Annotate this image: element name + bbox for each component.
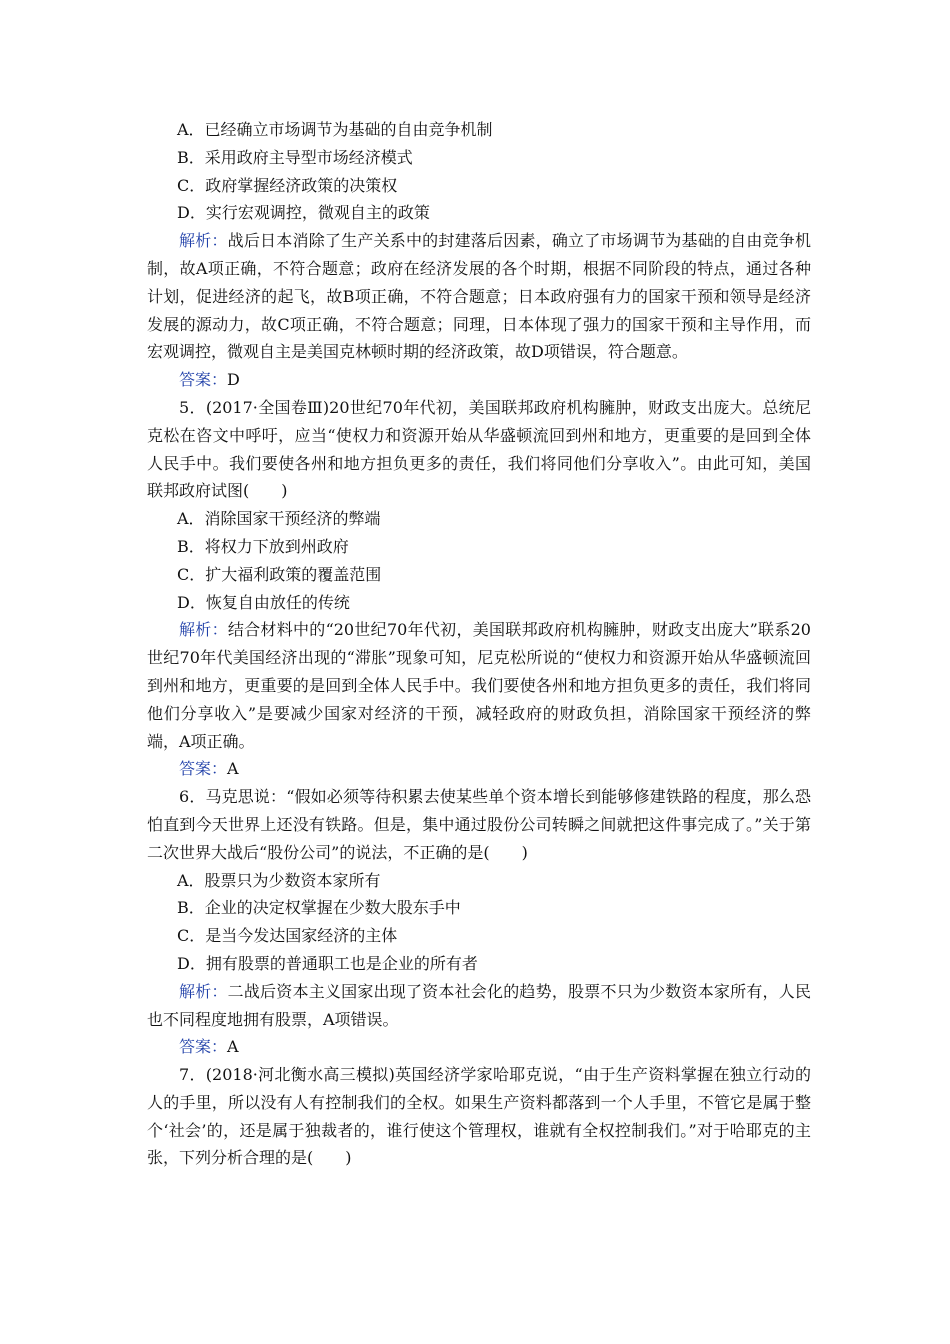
q5-option-b: B．将权力下放到州政府 <box>177 536 349 556</box>
q4-option-a: A．已经确立市场调节为基础的自由竞争机制 <box>177 120 493 139</box>
question-6 <box>147 783 811 1061</box>
q5-analysis-text: 结合材料中的“20世纪70年代初，美国联邦政府机构臃肿，财政支出庞大”联系20世纪70年代美国经济出现的“滞胀”现象可知，尼克松所说的“使权力和资源开始从华盛顿流回到州和地方，更重要的是回到全体人民手中。我们要使各州和地方担负更多的责任，我们将同他们分享收入”是要减少国家对经济的干预，减轻政府的财政负担，消除国家干预经济的弊端，A项正确。 <box>147 620 811 751</box>
q5-analysis-label: 解析： <box>179 620 228 640</box>
q6-analysis-label: 解析： <box>179 981 228 1001</box>
question-4 <box>147 116 811 394</box>
document-body <box>147 116 811 1172</box>
q5-stem: 5．(2017·全国卷Ⅲ)20世纪70年代初，美国联邦政府机构臃肿，财政支出庞大。总统尼克松在咨文中呼吁，应当“使权力和资源开始从华盛顿流回到州和地方，更重要的是回到全体人民手中。我们要使各州和地方担负更多的责任，我们将同他们分享收入”。由此可知，美国联邦政府试图( ) <box>147 397 811 501</box>
question-7 <box>147 1061 811 1172</box>
q6-option-b: B．企业的决定权掌握在少数大股东手中 <box>177 898 461 918</box>
q4-option-c: C．政府掌握经济政策的决策权 <box>177 175 398 195</box>
q4-answer <box>147 366 811 394</box>
q7-stem: 7．(2018·河北衡水高三模拟)英国经济学家哈耶克说，“由于生产资料掌握在独立行动的人的手里，所以没有人有控制我们的全权。如果生产资料都落到一个人手里，不管它是属于整个‘社会’的，还是属于独裁者的，谁行使这个管理权，谁就有全权控制我们。”对于哈耶克的主张，下列分析合理的是( ) <box>147 1065 811 1168</box>
q4-analysis-text: 战后日本消除了生产关系中的封建落后因素，确立了市场调节为基础的自由竞争机制，故A项正确，不符合题意；政府在经济发展的各个时期，根据不同阶段的特点，通过各种计划，促进经济的起飞，故B项正确，不符合题意；日本政府强有力的国家干预和领导是经济发展的源动力，故C项正确，不符合题意；同理，日本体现了强力的国家干预和主导作用，而宏观调控，微观自主是美国克林顿时期的经济政策，故D项错误，符合题意。 <box>147 231 811 362</box>
q6-stem: 6．马克思说：“假如必须等待积累去使某些单个资本增长到能够修建铁路的程度，那么恐怕直到今天世界上还没有铁路。但是，集中通过股份公司转瞬之间就把这件事完成了。”关于第二次世界大战后“股份公司”的说法，不正确的是( ) <box>147 787 811 862</box>
q4-analysis-label: 解析： <box>179 231 228 251</box>
question-5 <box>147 394 811 783</box>
q4-answer-value: D <box>227 370 240 390</box>
q5-answer-value: A <box>227 759 239 779</box>
q6-answer <box>147 1033 811 1061</box>
q6-option-c: C．是当今发达国家经济的主体 <box>177 926 398 946</box>
q5-answer <box>147 755 811 783</box>
q6-analysis <box>147 978 811 1034</box>
q5-option-a: A．消除国家干预经济的弊端 <box>177 509 381 529</box>
q4-analysis <box>147 227 811 366</box>
q6-answer-value: A <box>227 1037 239 1057</box>
q6-analysis-text: 二战后资本主义国家出现了资本社会化的趋势，股票不只为少数资本家所有，人民也不同程度地拥有股票，A项错误。 <box>147 981 811 1029</box>
q6-answer-label: 答案： <box>179 1037 228 1057</box>
q5-option-c: C．扩大福利政策的覆盖范围 <box>177 564 382 584</box>
q4-answer-label: 答案： <box>179 370 228 390</box>
q4-option-b: B．采用政府主导型市场经济模式 <box>177 147 413 167</box>
q6-option-a: A．股票只为少数资本家所有 <box>177 870 381 890</box>
q5-answer-label: 答案： <box>179 759 228 779</box>
q5-analysis <box>147 616 811 755</box>
q4-option-d: D．实行宏观调控，微观自主的政策 <box>177 203 430 223</box>
q6-option-d: D．拥有股票的普通职工也是企业的所有者 <box>177 953 478 973</box>
q5-option-d: D．恢复自由放任的传统 <box>177 592 350 612</box>
